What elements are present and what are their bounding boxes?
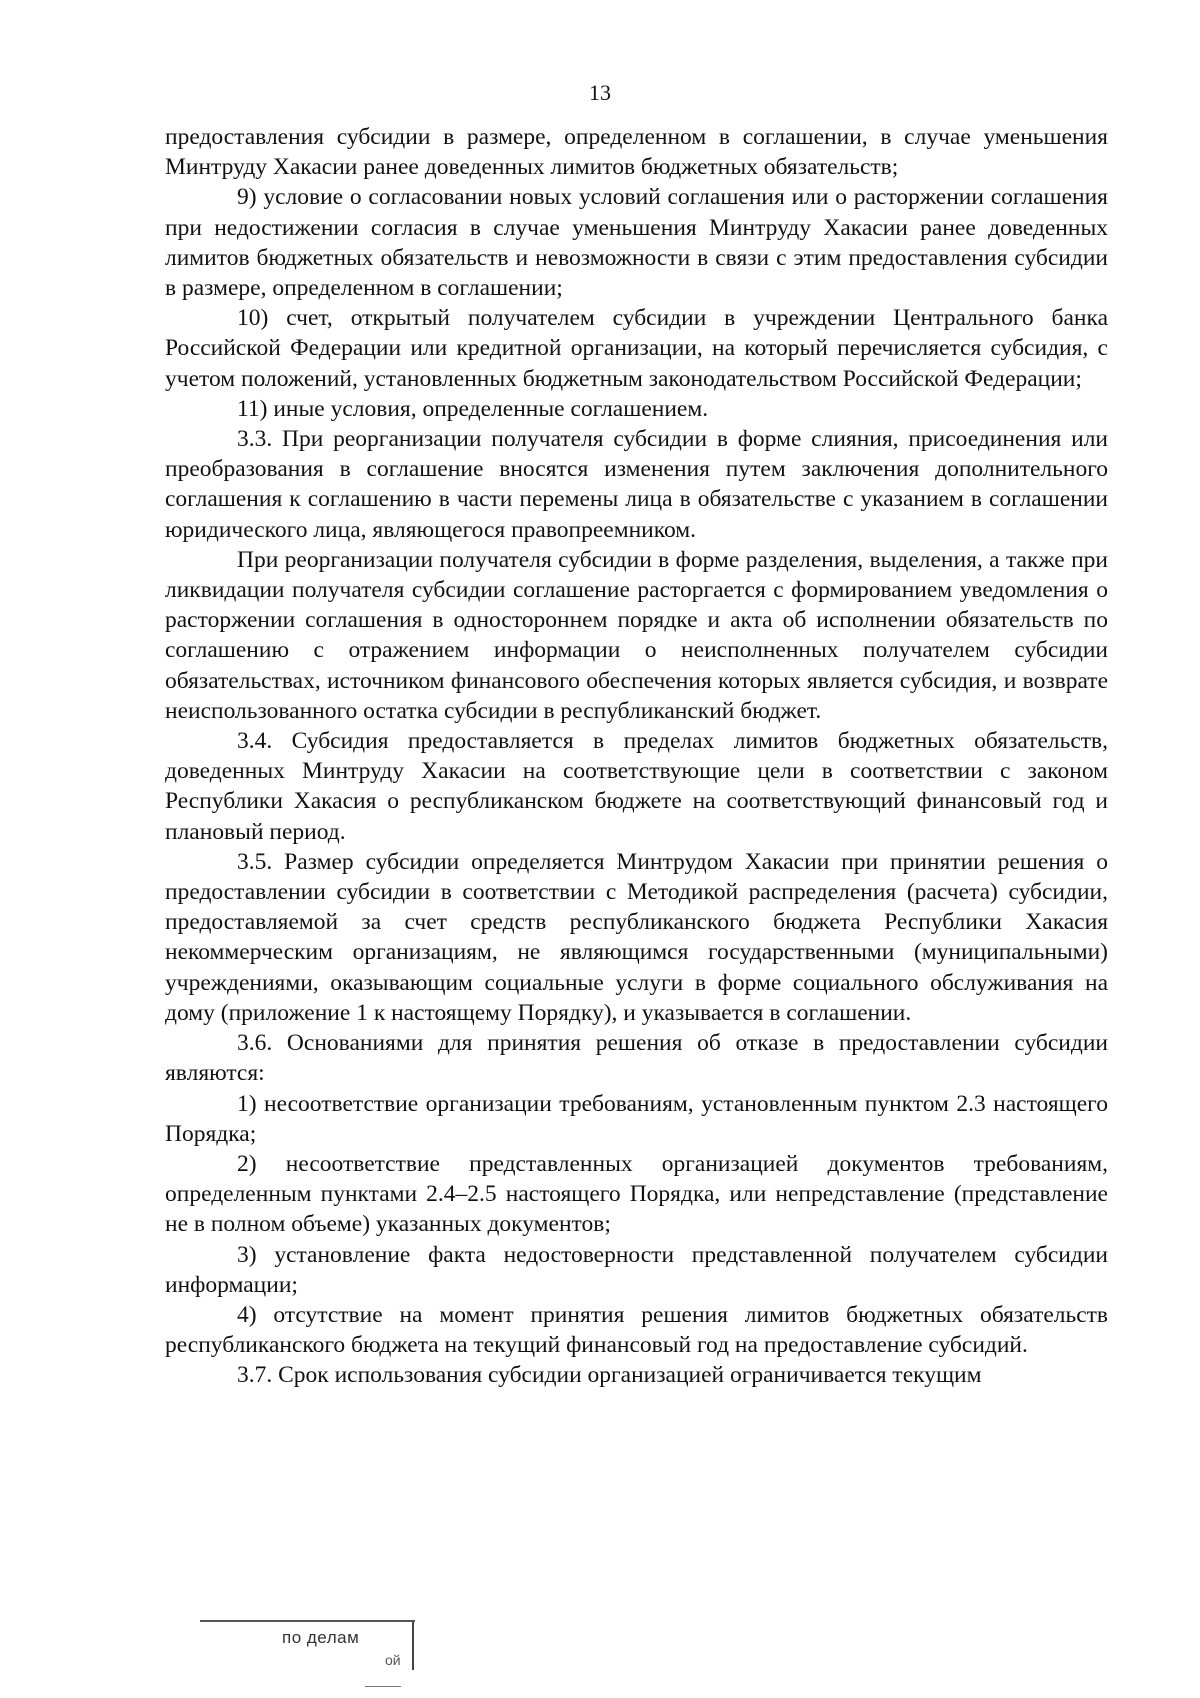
paragraph-item-11: 11) иные условия, определенные соглашением.: [237, 395, 709, 422]
paragraph-3-7: 3.7. Срок использования субсидии организацией ограничивается текущим: [237, 1362, 982, 1389]
stamp-text-line2: ой: [385, 1652, 401, 1668]
paragraph-item-9: 9) условие о согласовании новых условий соглашения или о расторжении соглашения при недостижении согласия в случае уменьшения Минтруду Хакасии ранее доведенных лимитов бюджетных обязательств и невозможности в связи с этим предоставления субсидии в размере, определенном в соглашении;: [165, 184, 1108, 302]
registration-stamp: [200, 1600, 420, 1690]
paragraph-3-4: 3.4. Субсидия предоставляется в пределах лимитов бюджетных обязательств, доведенных Минтруду Хакасии на соответствующие цели в соответствии с законом Республики Хакасия о республиканском бюджете на соответствующий финансовый год и плановый период.: [165, 728, 1108, 845]
stamp-bottom-dash: [365, 1686, 401, 1687]
document-body: [165, 122, 1108, 1391]
stamp-text-line1: по делам: [282, 1628, 360, 1647]
paragraph-3-5: 3.5. Размер субсидии определяется Минтрудом Хакасии при принятии решения о предоставлении субсидии в соответствии с Методикой распределения (расчета) субсидии, предоставляемой за счет средств республиканского бюджета Республики Хакасия некоммерческим организациям, не являющимся государственными (муниципальными) учреждениями, оказывающим социальные услуги в форме социального обслуживания на дому (приложение 1 к настоящему Порядку), и указывается в соглашении.: [165, 848, 1108, 1026]
paragraph-3-3: 3.3. При реорганизации получателя субсидии в форме слияния, присоединения или преобразования в соглашение вносятся изменения путем заключения дополнительного соглашения к соглашению в части перемены лица в обязательстве с указанием в соглашении юридического лица, являющегося правопреемником.: [165, 426, 1108, 543]
paragraph-3-6-item-4: 4) отсутствие на момент принятия решения лимитов бюджетных обязательств республиканского бюджета на текущий финансовый год на предоставление субсидий.: [165, 1301, 1108, 1359]
paragraph-continuation: предоставления субсидии в размере, определенном в соглашении, в случае уменьшения Минтруду Хакасии ранее доведенных лимитов бюджетных обязательств;: [165, 124, 1108, 181]
paragraph-3-3-reorganization: При реорганизации получателя субсидии в форме разделения, выделения, а также при ликвидации получателя субсидии соглашение расторгается с формированием уведомления о расторжении соглашения в одностороннем порядке и акта об исполнении обязательств по соглашению с отражением информации о неисполненных получателем субсидии обязательствах, источником финансового обеспечения которых является субсидия, и возврате неиспользованного остатка субсидии в республиканский бюджет.: [165, 546, 1108, 724]
paragraph-3-6-item-2: 2) несоответствие представленных организацией документов требованиям, определенным пунктами 2.4–2.5 настоящего Порядка, или непредставление (представление не в полном объеме) указанных документов;: [165, 1150, 1108, 1238]
stamp-side-line: [412, 1622, 414, 1670]
page-number: 13: [589, 80, 611, 105]
paragraph-3-6-item-1: 1) несоответствие организации требованиям, установленным пунктом 2.3 настоящего Порядка;: [165, 1090, 1108, 1147]
paragraph-3-6: 3.6. Основаниями для принятия решения об отказе в предоставлении субсидии являются:: [165, 1030, 1108, 1087]
stamp-top-line: [200, 1620, 415, 1622]
paragraph-3-6-item-3: 3) установление факта недостоверности представленной получателем субсидии информации;: [165, 1241, 1108, 1298]
paragraph-item-10: 10) счет, открытый получателем субсидии в учреждении Центрального банка Российской Федерации или кредитной организации, на который перечисляется субсидия, с учетом положений, установленных бюджетным законодательством Российской Федерации;: [165, 305, 1108, 392]
